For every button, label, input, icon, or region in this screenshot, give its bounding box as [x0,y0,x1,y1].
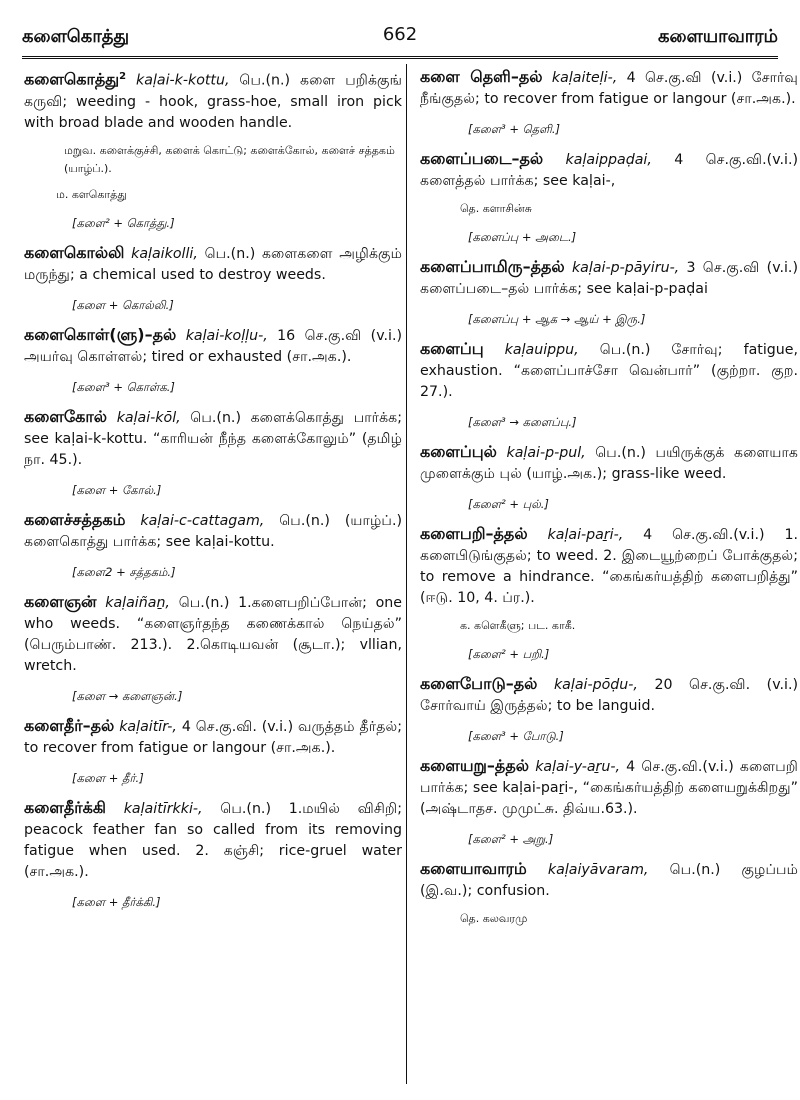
entry-transliteration: kaḷai-p-pāyiru-, [571,260,680,276]
entry-headword: களையறு–த்தல் [420,756,530,775]
dictionary-entry [420,66,798,138]
entry-definition: 4 செ.கு.வி.(v.i.) களைத்தல் பார்க்க; see kaḷai-, [420,152,798,189]
dictionary-entry [24,797,402,911]
entry-body [420,66,798,110]
entry-definition: 4 செ.கு.வி. (v.i.) வருத்தம் தீர்தல்; to recover from fatigue or langour (சா.அக.). [24,718,403,756]
header-left-guideword: களைகொத்து [22,26,130,47]
entry-etymology: [களை + தீர்க்கி.] [72,894,161,909]
entry-definition: பெ.(n.) பயிருக்குக் களையாக முளைக்கும் புல் (யாழ்.அக.); grass-like weed. [420,445,798,482]
entry-transliteration: kaḷauippu, [504,342,579,358]
entry-body [24,509,402,553]
entry-definition: பெ.(n.) களைகளை அழிக்கும் மருந்து; a chemical used to destroy weeds. [24,245,402,283]
entry-headword: களைதீர்–தல் [24,715,115,735]
dictionary-entry [24,715,402,787]
dictionary-entry [24,406,402,499]
entry-definition: பெ.(n.) குழப்பம் (இ.வ.); confusion. [420,862,798,899]
entry-note: க. களெகீளு; பட. காகீ. [460,619,576,632]
entry-note: ம. களகொத்து [56,187,127,201]
entry-note: தெ. களாசின்சு [460,202,532,215]
entry-note: தெ. கலவரமு [460,912,528,925]
dictionary-entry [420,523,798,663]
entry-transliteration: kaḷaitīrkki-, [123,800,203,817]
entry-definition: 4 செ.கு.வி (v.i.) சோர்வு நீங்குதல்; to recover from fatigue or langour (சா.அக.). [420,70,799,107]
entry-definition: பெ.(n.) (யாழ்ப்.) களைகொத்து பார்க்க; see kaḷai-kottu. [24,512,402,550]
entry-body [420,523,798,609]
entry-etymology: [களை² + பறி.] [468,647,550,661]
entry-etymology: [களைப்பு + அடை.] [468,230,577,244]
entry-etymology: [களை³ + தெளி.] [468,122,560,136]
entry-etymology: [களை + கோல்.] [72,482,162,497]
entry-definition: பெ.(n.) 1.மயில் விசிறி; peacock feather fan so called from its removing fatigue when used. 2. கஞ்சி; rice-gruel water (சா.அக.). [24,800,403,880]
entry-body [24,324,402,368]
entry-etymology: [களை → களைஞன்.] [72,688,183,703]
entry-transliteration: kaḷai-koḷḷu-, [185,327,268,344]
entry-etymology: [களை³ → களைப்பு.] [468,415,577,429]
entry-transliteration: kaḷai-p-pul, [506,445,586,461]
dictionary-entry [420,256,798,328]
entry-headword: களைகொள்(ளு)–தல் [24,324,177,344]
entry-headword: களைப்படை–தல் [420,149,544,168]
entry-headword: களைஞன் [24,591,97,611]
entry-body [420,256,798,300]
entry-body [24,66,402,134]
entry-body [420,755,798,820]
entry-headword: களைகோல் [24,406,108,426]
entry-body [24,715,402,759]
entry-definition: 20 செ.கு.வி. (v.i.) சோர்வாய் இருத்தல்; to be languid. [420,677,798,714]
entry-etymology: [களை + கொல்லி.] [72,297,174,312]
entry-transliteration: kaḷai-pōḍu-, [553,677,638,693]
entry-definition: பெ.(n.) களைக்கொத்து பார்க்க; see kaḷai-k-kottu. “காரியன் நீந்த களைக்கோலும்” (தமிழ் நா. 45.). [24,409,403,468]
header-right-guideword: களையாவாரம் [657,26,778,47]
entry-headword: களைதீர்க்கி [24,797,106,817]
entry-body [24,797,402,883]
dictionary-entry [420,148,798,246]
entry-headword: களைப்புல் [420,442,497,461]
entry-headword: களைபறி–த்தல் [420,524,528,543]
page-header [22,22,778,52]
entry-definition: 3 செ.கு.வி (v.i.) களைப்படை–தல் பார்க்க; see kaḷai-p-paḍai [420,260,798,297]
entry-definition: 16 செ.கு.வி (v.i.) அயர்வு கொள்ளல்; tired or exhausted (சா.அக.). [24,327,402,365]
entry-definition: பெ.(n.) களை பறிக்குங் கருவி; weeding - hook, grass-hoe, small iron pick with broad blade and wooden handle. [24,72,402,131]
entry-transliteration: kaḷai-kōl, [116,409,181,426]
entry-headword: களைச்சத்தகம் [24,509,126,529]
entry-etymology: [களை² + புல்.] [468,497,549,511]
dictionary-entry [24,324,402,396]
entry-etymology: [களை² + கொத்து.] [72,215,175,230]
entry-etymology: [களை³ + போடு.] [468,729,564,743]
entry-headword: களை தெளி–தல் [420,67,543,86]
dictionary-entry [24,509,402,581]
entry-definition: பெ.(n.) சோர்வு; fatigue, exhaustion. “களைப்பாச்சோ வென்பார்” (குற்றா. குற. 27.). [420,342,799,400]
dictionary-entry [24,591,402,705]
entry-body [420,338,798,403]
entry-transliteration: kaḷaitīr-, [119,718,177,735]
entry-etymology: [களை + தீர்.] [72,770,144,785]
entry-definition: 4 செ.கு.வி.(v.i.) 1. களைபிடுங்குதல்; to weed. 2. இடையூற்றைப் போக்குதல்; to remove a hindrance. “கைங்கர்யத்திற் களைபறித்து” (ஈடு. 10, 4. ப்ர.). [420,527,798,606]
dictionary-entry [420,858,798,928]
entry-etymology: [களை² + அறு.] [468,832,554,846]
entry-body [420,148,798,192]
left-column [24,66,402,921]
entry-body [420,441,798,485]
header-rule [22,56,778,59]
entry-transliteration: kaḷai-c-cattagam, [140,512,265,529]
dictionary-entry [24,242,402,314]
entry-transliteration: kaḷaiñaṉ, [105,594,170,611]
page-number: 662 [382,24,418,45]
entry-body [24,406,402,471]
entry-transliteration: kaḷaikolli, [131,245,198,262]
dictionary-entry [420,338,798,431]
right-column [420,66,798,936]
entry-transliteration: kaḷai-y-aṟu-, [535,759,620,775]
entry-etymology: [களை³ + கொள்க.] [72,379,175,394]
entry-definition: 4 செ.கு.வி.(v.i.) களைபறி பார்க்க; see kaḷai-paṟi-, “கைங்கர்யத்திற் களையறுக்கிறது” (அஷ்டாதச. முமுட்சு. திவ்ய.63.). [420,759,798,817]
entry-body [24,591,402,677]
entry-transliteration: kaḷaiteḷi-, [551,70,618,86]
dictionary-entry [420,755,798,848]
entry-transliteration: kaḷai-paṟi-, [547,527,624,543]
entry-headword: களைப்பாமிரு–த்தல் [420,257,565,276]
entry-note: மறுவ. களைக்குச்சி, களைக் கொட்டு; களைக்கோல், களைச் சத்தகம் (யாழ்ப்.). [64,143,395,175]
entry-headword: களைபோடு–தல் [420,674,538,693]
dictionary-entry [420,673,798,745]
dictionary-entry [420,441,798,513]
entry-headword: களைகொத்து [24,69,120,89]
entry-transliteration: kaḷaiyāvaram, [547,862,649,878]
entry-transliteration: kaḷaippaḍai, [565,152,652,168]
entry-body [420,858,798,902]
entry-body [420,673,798,717]
entry-etymology: [களைப்பு + ஆக → ஆய் + இரு.] [468,312,646,326]
dictionary-entry [24,66,402,232]
column-divider [406,64,407,1084]
homonym-number: 2 [119,71,127,82]
entry-definition: பெ.(n.) 1.களைபறிப்போன்; one who weeds. “களைஞர்தந்த கணைக்கால் நெய்தல்” (பெரும்பாண். 213.). 2.கொடியவன் (சூடா.); vllian, wretch. [24,594,403,674]
entry-headword: களைகொல்லி [24,242,125,262]
entry-body [24,242,402,286]
entry-etymology: [களை2 + சத்தகம்.] [72,564,176,579]
entry-headword: களையாவாரம் [420,859,527,878]
entry-headword: களைப்பு [420,339,484,358]
entry-transliteration: kaḷai-k-kottu, [136,72,230,89]
